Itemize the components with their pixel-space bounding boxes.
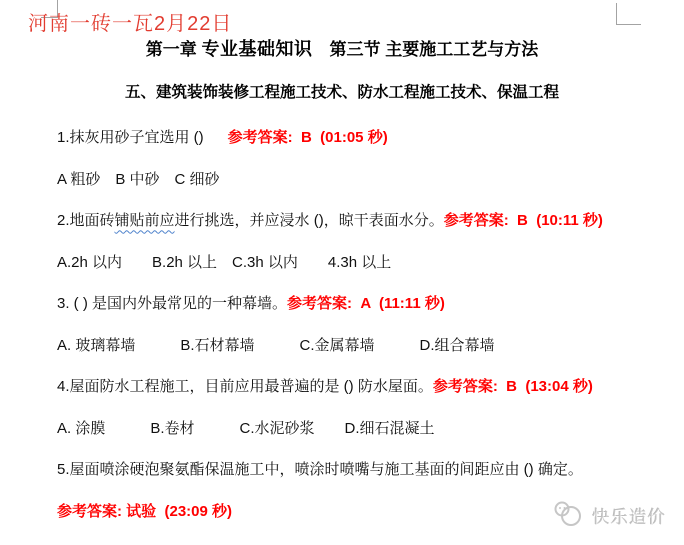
question-4-text: 4.屋面防水工程施工，目前应用最普遍的是 () 防水屋面。 — [57, 378, 433, 396]
question-2-options: A.2h 以内 B.2h 以上 C.3h 以内 4.3h 以上 — [57, 253, 392, 271]
question-4-options: A. 涂膜 B.卷材 C.水泥砂浆 D.细石混凝土 — [57, 419, 435, 437]
question-2-answer: 参考答案: B (10:11 秒) — [443, 212, 603, 230]
doc-title-chapter: 第一章 — [145, 40, 202, 59]
question-5-line: 5.屋面喷涂硬泡聚氨酯保温施工中，喷涂时喷嘴与施工基面的间距应由 () 确定。 — [57, 461, 583, 479]
question-3-line — [57, 282, 676, 324]
doc-subtitle: 五、建筑装饰装修工程施工技术、防水工程施工技术、保温工程 — [124, 84, 559, 101]
question-3-options: A. 玻璃幕墙 B.石材幕墙 C.金属幕墙 D.组合幕墙 — [57, 336, 495, 354]
doc-title — [0, 35, 684, 61]
happy-cost-logo-icon — [552, 500, 586, 533]
question-3-text: 3. ( ) 是国内外最常见的一种幕墙。 — [57, 295, 288, 313]
question-1-options: A 粗砂 B 中砂 C 细砂 — [57, 170, 220, 188]
question-1-line — [57, 116, 676, 158]
doc-title-section: 第三节 主要施工工艺与方法 — [312, 40, 539, 59]
question-2-text-pre: 2.地面砖 — [57, 212, 115, 230]
watermark — [552, 500, 666, 533]
question-1-text: 1.抹灰用砂子宜选用 () — [57, 129, 204, 147]
doc-header-red-label: 河南一砖一瓦2月22日 — [28, 13, 233, 35]
doc-title-strong: 专业基础知识 — [201, 39, 313, 59]
question-3-answer: 参考答案: A (11:11 秒) — [287, 295, 445, 313]
question-2-spellcheck-squiggle: 铺贴前应 — [114, 212, 175, 230]
question-4-answer: 参考答案: B (13:04 秒) — [432, 378, 593, 396]
watermark-label: 快乐造价 — [592, 507, 666, 527]
page-margin-mark-top-right — [616, 3, 641, 25]
question-1-answer: 参考答案: B (01:05 秒) — [227, 129, 388, 147]
question-2-line — [57, 199, 676, 241]
doc-body — [57, 116, 676, 531]
question-2-text-post: 进行挑选，并应浸水 ()，晾干表面水分。 — [174, 212, 444, 230]
question-5-answer: 参考答案: 试验 (23:09 秒) — [57, 502, 233, 520]
question-4-line — [57, 365, 676, 407]
